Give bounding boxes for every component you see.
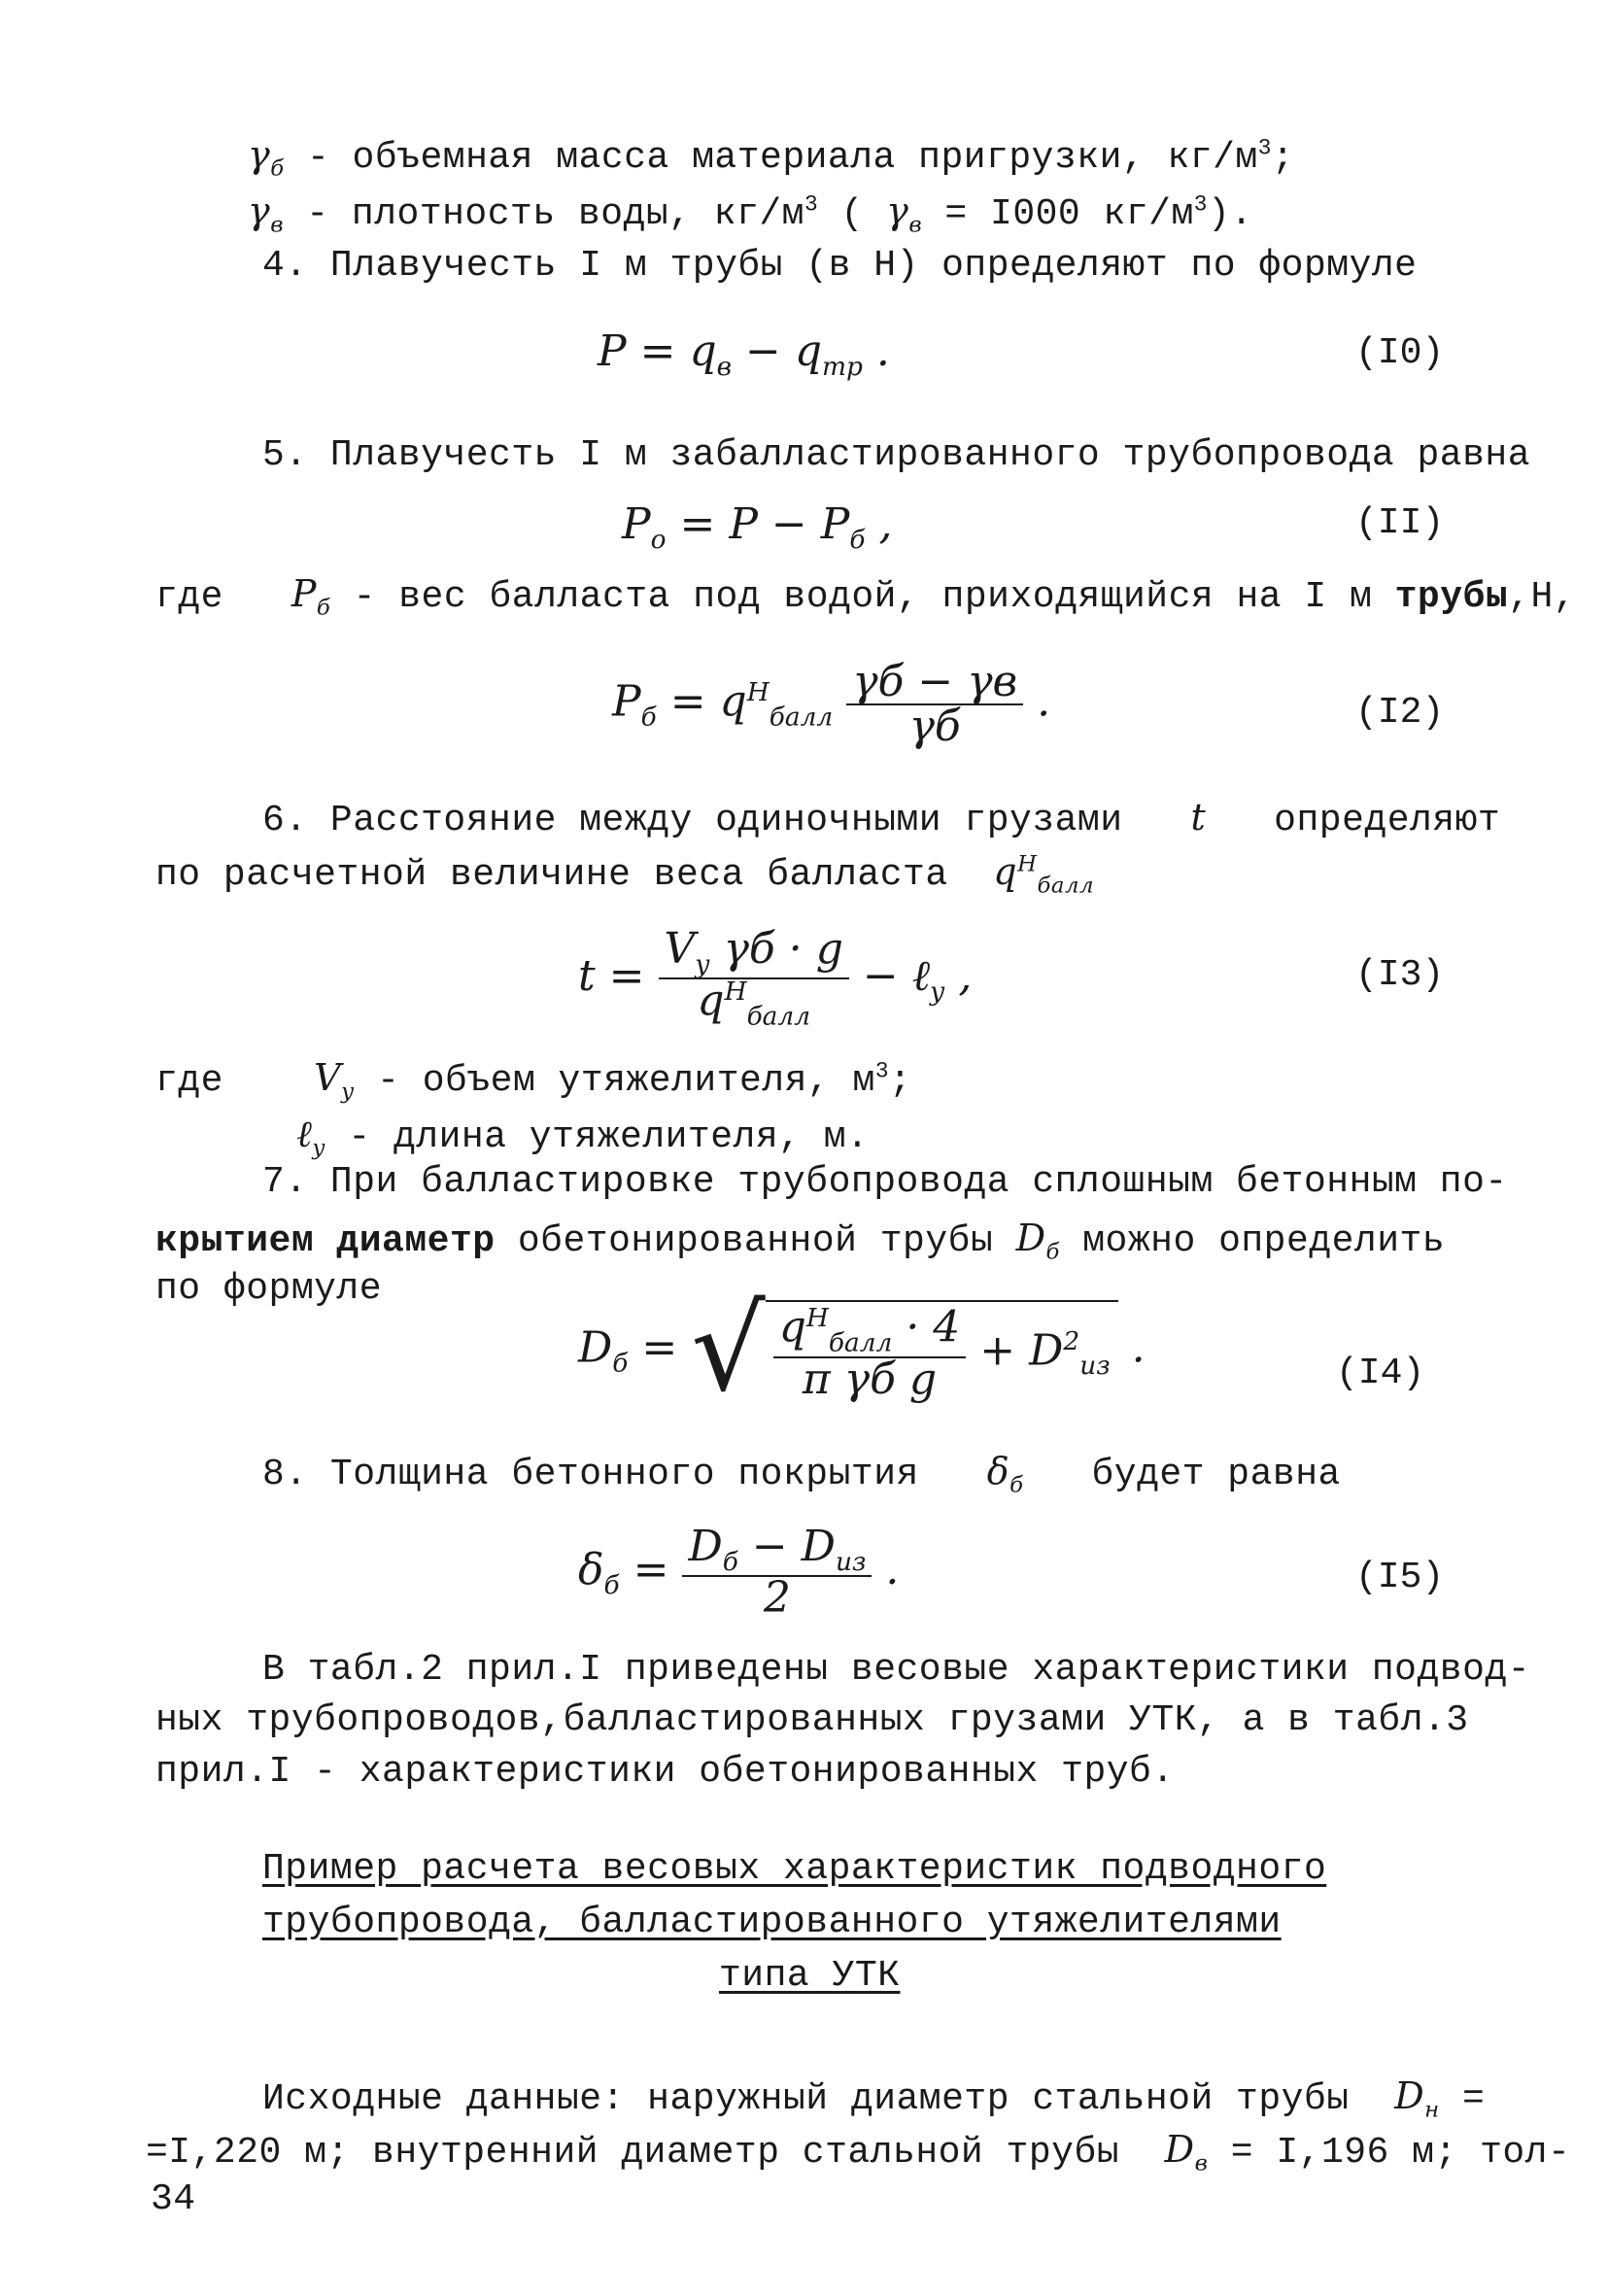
- paragraph-5: 5. Плавучесть I м забалластированного трубопровода равна: [262, 434, 1531, 476]
- symbol-gamma-v: $\gamma_в$: [248, 189, 284, 238]
- symbol-p-b: $P_б$: [291, 572, 331, 621]
- example-heading-line-3: типа УТК: [719, 1955, 901, 1997]
- fraction-15: $\frac{D_б - D_{из}}{2}$: [682, 1525, 872, 1620]
- example-heading-line-2: трубопровода, балластированного утяжелителями: [262, 1902, 1282, 1943]
- symbol-d-b: $D_б$: [1015, 1217, 1060, 1265]
- paragraph-6-line-1: 6. Расстояние между одиночными грузами t определяют: [262, 796, 1501, 841]
- table-reference-line-1: В табл.2 прил.I приведены весовые характеристики подвод-: [262, 1649, 1531, 1691]
- symbol-d-n: $D_н$: [1394, 2074, 1440, 2123]
- symbol-l-y: ℓ$_у$: [296, 1113, 326, 1161]
- sqrt-14: √ $\frac{q^Н_{балл} \cdot 4}{\text{π γб g}}$ + $D^2_{из}$: [691, 1292, 1117, 1409]
- symbol-q-ball: $q^Н_{балл}$: [993, 850, 1095, 899]
- table-reference-line-3: прил.I - характеристики обетонированных труб.: [155, 1751, 1175, 1793]
- equation-number-13: (I3): [1355, 954, 1445, 996]
- fraction-14: $\frac{q^Н_{балл} \cdot 4}{\text{π γб g}}$: [773, 1306, 967, 1401]
- formula-12: $P_б = q^Н_{балл}$ $\frac{\gamma б - \gamma в}{\gamma б}$ .: [612, 657, 1051, 751]
- where-line-pb: где $P_б$ - вес балласта под водой, приходящийся на I м трубы,Н,: [155, 572, 1577, 621]
- formula-10: $P = q_в - q_{тр}$ .: [598, 326, 890, 382]
- source-data-line-2: =I,220 м; внутренний диаметр стальной трубы $D_в = I,196$ м; тол-: [146, 2128, 1571, 2176]
- source-data-line-1: Исходные данные: наружный диаметр стальной трубы $D_н$ =: [262, 2074, 1486, 2123]
- formula-15: $\delta_б$ = $\frac{D_б - D_{из}}{2}$ .: [578, 1522, 900, 1624]
- formula-14: $D_б$ = √ $\frac{q^Н_{балл} \cdot 4}{\text{π γб g}}$ + $D^2_{из}$ .: [578, 1283, 1146, 1418]
- symbol-t: t: [1190, 796, 1207, 839]
- page-number: 34: [151, 2178, 196, 2220]
- paragraph-4: 4. Плавучесть I м трубы (в Н) определяют по формуле: [262, 245, 1418, 287]
- text-line-gamma-b: $\gamma_б$ - объемная масса материала пригрузки, $кг/м^3$;: [248, 133, 1295, 182]
- symbol-delta-b: $\delta_б$: [986, 1450, 1024, 1498]
- example-heading-line-1: Пример расчета весовых характеристик подводного: [262, 1848, 1327, 1890]
- paragraph-6-line-2: по расчетной величине веса балласта $q^Н_{балл}$: [155, 850, 1095, 899]
- where-line-vy: где $V_у$ - объем утяжелителя, $м^3$;: [155, 1056, 912, 1105]
- symbol-gamma-v-inline: $\gamma_в$: [886, 189, 923, 238]
- paragraph-7-line-3: по формуле: [155, 1268, 383, 1310]
- symbol-v-y: $V_у$: [314, 1056, 355, 1105]
- symbol-gamma-b: $\gamma_б$: [248, 133, 285, 182]
- equation-number-11: (II): [1355, 502, 1445, 544]
- fraction-12: $\frac{\gamma б - \gamma в}{\gamma б}$: [846, 661, 1023, 748]
- where-line-ly: ℓ$_у$ - длина утяжелителя, м.: [296, 1113, 870, 1161]
- equation-number-14: (I4): [1336, 1353, 1425, 1394]
- formula-11: $P_о = P - P_б$ ,: [622, 499, 893, 555]
- equation-number-15: (I5): [1355, 1557, 1445, 1598]
- paragraph-8: 8. Толщина бетонного покрытия $\delta_б$ будет равна: [262, 1450, 1341, 1498]
- paragraph-7-line-1: 7. При балластировке трубопровода сплошным бетонным по-: [262, 1161, 1508, 1203]
- equation-number-10: (I0): [1355, 332, 1445, 374]
- equation-number-12: (I2): [1355, 692, 1445, 734]
- formula-13: t = $\frac{V_у \gamma б \cdot g}{q^Н_{балл}}$ − ℓ$_у$ ,: [578, 924, 973, 1032]
- table-reference-line-2: ных трубопроводов,балластированных грузами УТК, а в табл.3: [155, 1699, 1469, 1741]
- fraction-13: $\frac{V_у \gamma б \cdot g}{q^Н_{балл}}$: [659, 928, 849, 1030]
- text-line-gamma-v: $\gamma_в$ - плотность воды, $кг/м^3$ ( $\gamma_в = I000$ $кг/м^3$).: [248, 189, 1253, 238]
- symbol-d-v: $D_в$: [1164, 2128, 1209, 2176]
- paragraph-7-line-2: крытием диаметр обетонированной трубы $D_б$ можно определить: [155, 1217, 1446, 1265]
